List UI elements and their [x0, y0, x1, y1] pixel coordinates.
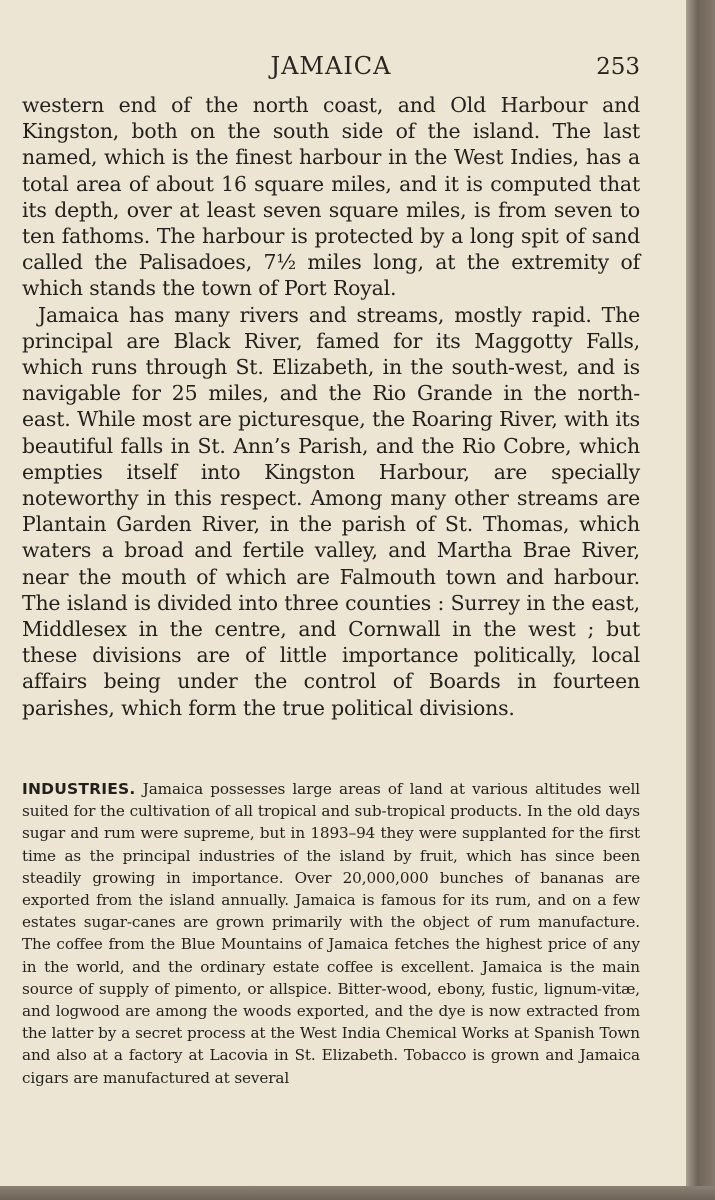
- page-edge: [686, 0, 715, 1200]
- page-header: [22, 52, 640, 84]
- paragraph-harbours: western end of the north coast, and Old Harbour and Kingston, both on the south side of the island. The last named, which is the finest harbour in the West Indies, has a total area of about 16 square miles, and it is computed that its depth, over at least seven square miles, is from seven to ten fathoms. The harbour is protected by a long spit of sand called the Palisadoes, 7½ miles long, at the extremity of which stands the town of Port Royal.: [22, 93, 640, 301]
- page-bottom-edge: [0, 1186, 715, 1200]
- paragraph-rivers: Jamaica has many rivers and streams, mostly rapid. The principal are Black River, famed for its Maggotty Falls, which runs through St. Elizabeth, in the south-west, and is navigable for 25 miles, and the Rio Grande in the north-east. While most are picturesque, the Roaring River, with its beautiful falls in St. Ann’s Parish, and the Rio Cobre, which empties itself into Kingston Harbour, are specially noteworthy in this respect. Among many other streams are Plantain Garden River, in the parish of St. Thomas, which waters a broad and fertile valley, and Martha Brae River, near the mouth of which are Falmouth town and harbour. The island is divided into three counties : Surrey in the east, Middlesex in the centre, and Cornwall in the west ; but these divisions are of little importance politically, local affairs being under the control of Boards in fourteen parishes, which form the true political divisions.: [22, 302, 640, 720]
- industries-text: Jamaica possesses large areas of land at various altitudes well suited for the cultivation of all tropical and sub-tropical products. In the old days sugar and rum were supreme, but in 1893–94 they were supplanted for the first time as the principal industries of the island by fruit, which has since been steadily growing in importance. Over 20,000,000 bunches of bananas are exported from the island annually. Jamaica is famous for its rum, and on a few estates sugar-canes are grown primarily with the object of rum manufacture. The coffee from the Blue Mountains of Jamaica fetches the highest price of any in the world, and the ordinary estate coffee is excellent. Jamaica is the main source of supply of pimento, or allspice. Bitter-wood, ebony, fustic, lignum-vitæ, and logwood are among the woods exported, and the dye is now extracted from the latter by a secret process at the West India Chemical Works at Spanish Town and also at a factory at Lacovia in St. Elizabeth. Tobacco is grown and Jamaica cigars are manufactured at several: [22, 780, 640, 1087]
- main-text: [22, 92, 640, 721]
- running-head: JAMAICA: [270, 52, 392, 80]
- industries-section: [22, 778, 640, 1089]
- industries-paragraph: [22, 778, 640, 1089]
- page-number: 253: [596, 54, 640, 80]
- industries-heading: INDUSTRIES.: [22, 780, 136, 798]
